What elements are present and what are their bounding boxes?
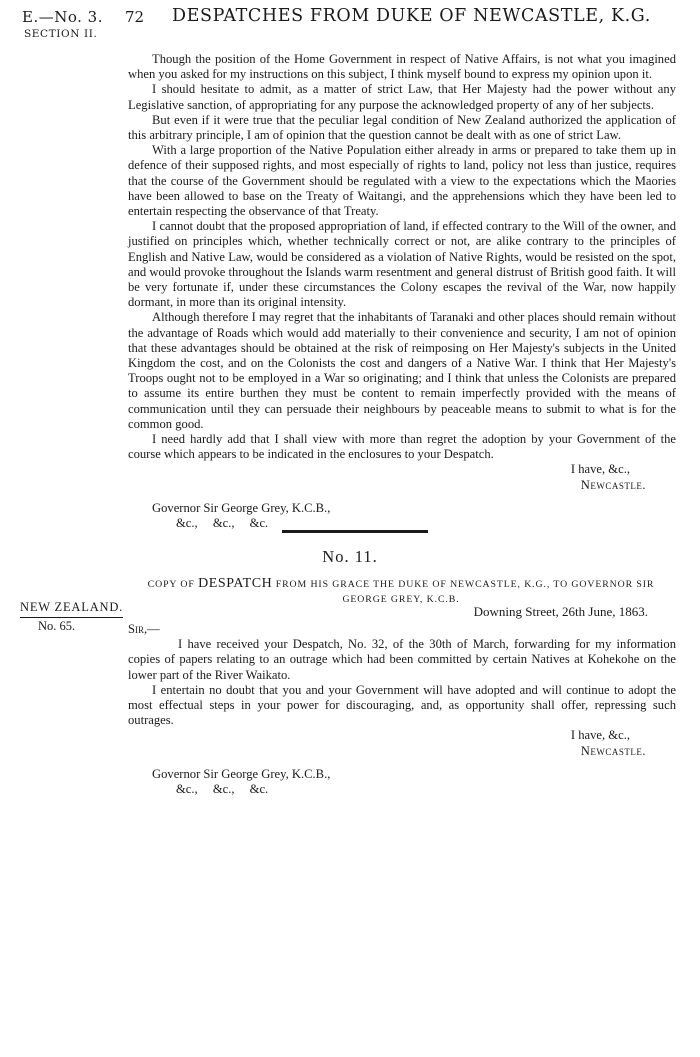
addressee-name: Governor Sir George Grey, K.C.B., bbox=[152, 766, 331, 781]
closing: I have, &c., bbox=[570, 728, 630, 743]
addressee bbox=[152, 767, 676, 797]
paragraph: I need hardly add that I shall view with more than regret the adoption by your Government of the course which appears to be indicated in the enclosures to your Despatch. bbox=[128, 432, 676, 462]
addressee-etc: &c., &c., &c. bbox=[176, 516, 269, 531]
running-title: DESPATCHES FROM DUKE OF NEWCASTLE, K.G. bbox=[172, 6, 651, 26]
signature: Newcastle. bbox=[580, 743, 646, 758]
addressee bbox=[152, 501, 676, 531]
salutation: Sir,— bbox=[128, 622, 160, 636]
heading-post: FROM HIS GRACE THE DUKE OF NEWCASTLE, K.G., TO GOVERNOR SIR GEORGE GREY, K.C.B. bbox=[275, 579, 655, 605]
document-reference: E.—No. 3. bbox=[22, 8, 103, 26]
section-label: SECTION II. bbox=[24, 28, 98, 40]
despatch-heading bbox=[128, 576, 674, 607]
margin-number: No. 65. bbox=[38, 619, 76, 633]
paragraph: I have received your Despatch, No. 32, of the 30th of March, forwarding for my information copies of papers relating to an outrage which had been committed by certain Natives at Kohekohe on the lower part of the River Waikato. bbox=[128, 637, 676, 682]
despatch-11-body bbox=[128, 622, 676, 797]
despatch-number: No. 11. bbox=[322, 547, 378, 566]
section-divider bbox=[282, 530, 428, 533]
dateline: Downing Street, 26th June, 1863. bbox=[473, 604, 648, 619]
signature: Newcastle. bbox=[580, 477, 646, 492]
paragraph: But even if it were true that the peculiar legal condition of New Zealand authorized the application of this arbitrary principle, I am of opinion that the question cannot be dealt with as one of strict Law. bbox=[128, 112, 676, 143]
paragraph: With a large proportion of the Native Population either already in arms or prepared to take them up in defence of their supposed rights, and most especially of rights to land, policy not less than justice, requires that the course of the Government should be regulated with a view to the expectations which the Maories have been allowed to base on the Treaty of Waitangi, and the apprehensions which they have been led to entertain respecting the observance of that Treaty. bbox=[128, 143, 676, 219]
heading-pre: COPY OF bbox=[147, 579, 195, 590]
addressee-name: Governor Sir George Grey, K.C.B., bbox=[152, 500, 331, 515]
margin-place: NEW ZEALAND. bbox=[20, 600, 123, 618]
paragraph: I entertain no doubt that you and your Government will have adopted and will continue to adopt the most effectual steps in your power for discouraging, and, as opportunity shall offer, repressing such outrages. bbox=[128, 682, 676, 728]
paragraph: Although therefore I may regret that the inhabitants of Taranaki and other places should remain without the advantage of Roads which would add materially to their convenience and security, I am not of opinion that these advantages should be obtained at the risk of reimposing on Her Majesty's subjects in the United Kingdom the cost, and on the Colonists the cost and dangers of a Native War. I think that Her Majesty's Troops ought not to be employed in a War so originating; and I think that unless the Colonists are prepared to assume its entire burthen they must be content to remain imperfectly provided with the means of communication until they can persuade their neighbours by peaceable means to submit to what is for the common good. bbox=[128, 310, 676, 431]
closing: I have, &c., bbox=[570, 462, 630, 477]
heading-despatch: DESPATCH bbox=[198, 576, 273, 591]
paragraph: I cannot doubt that the proposed appropriation of land, if effected contrary to the Will of the owner, and justified on principles which, whether technically correct or not, are alike contrary to the principles of English and Native Law, would be considered as a violation of Native Rights, would be resisted on the spot, and would provoke throughout the Islands warm resentment and general distrust of British good faith. It will be very fortunate if, under these circumstances the Colony escapes the revival of the War, now happily dormant, in more than its original intensity. bbox=[128, 219, 676, 310]
despatch-10-body bbox=[128, 52, 676, 531]
paragraph: I should hesitate to admit, as a matter of strict Law, that Her Majesty had the power without any Legislative sanction, of appropriating for any purpose the acknowledged property of any of her subjects. bbox=[128, 82, 676, 112]
page-number: 72 bbox=[125, 8, 145, 26]
addressee-etc: &c., &c., &c. bbox=[176, 782, 269, 797]
paragraph: Though the position of the Home Government in respect of Native Affairs, is not what you imagined when you asked for my instructions on this subject, I think myself bound to express my opinion upon it. bbox=[128, 52, 676, 82]
